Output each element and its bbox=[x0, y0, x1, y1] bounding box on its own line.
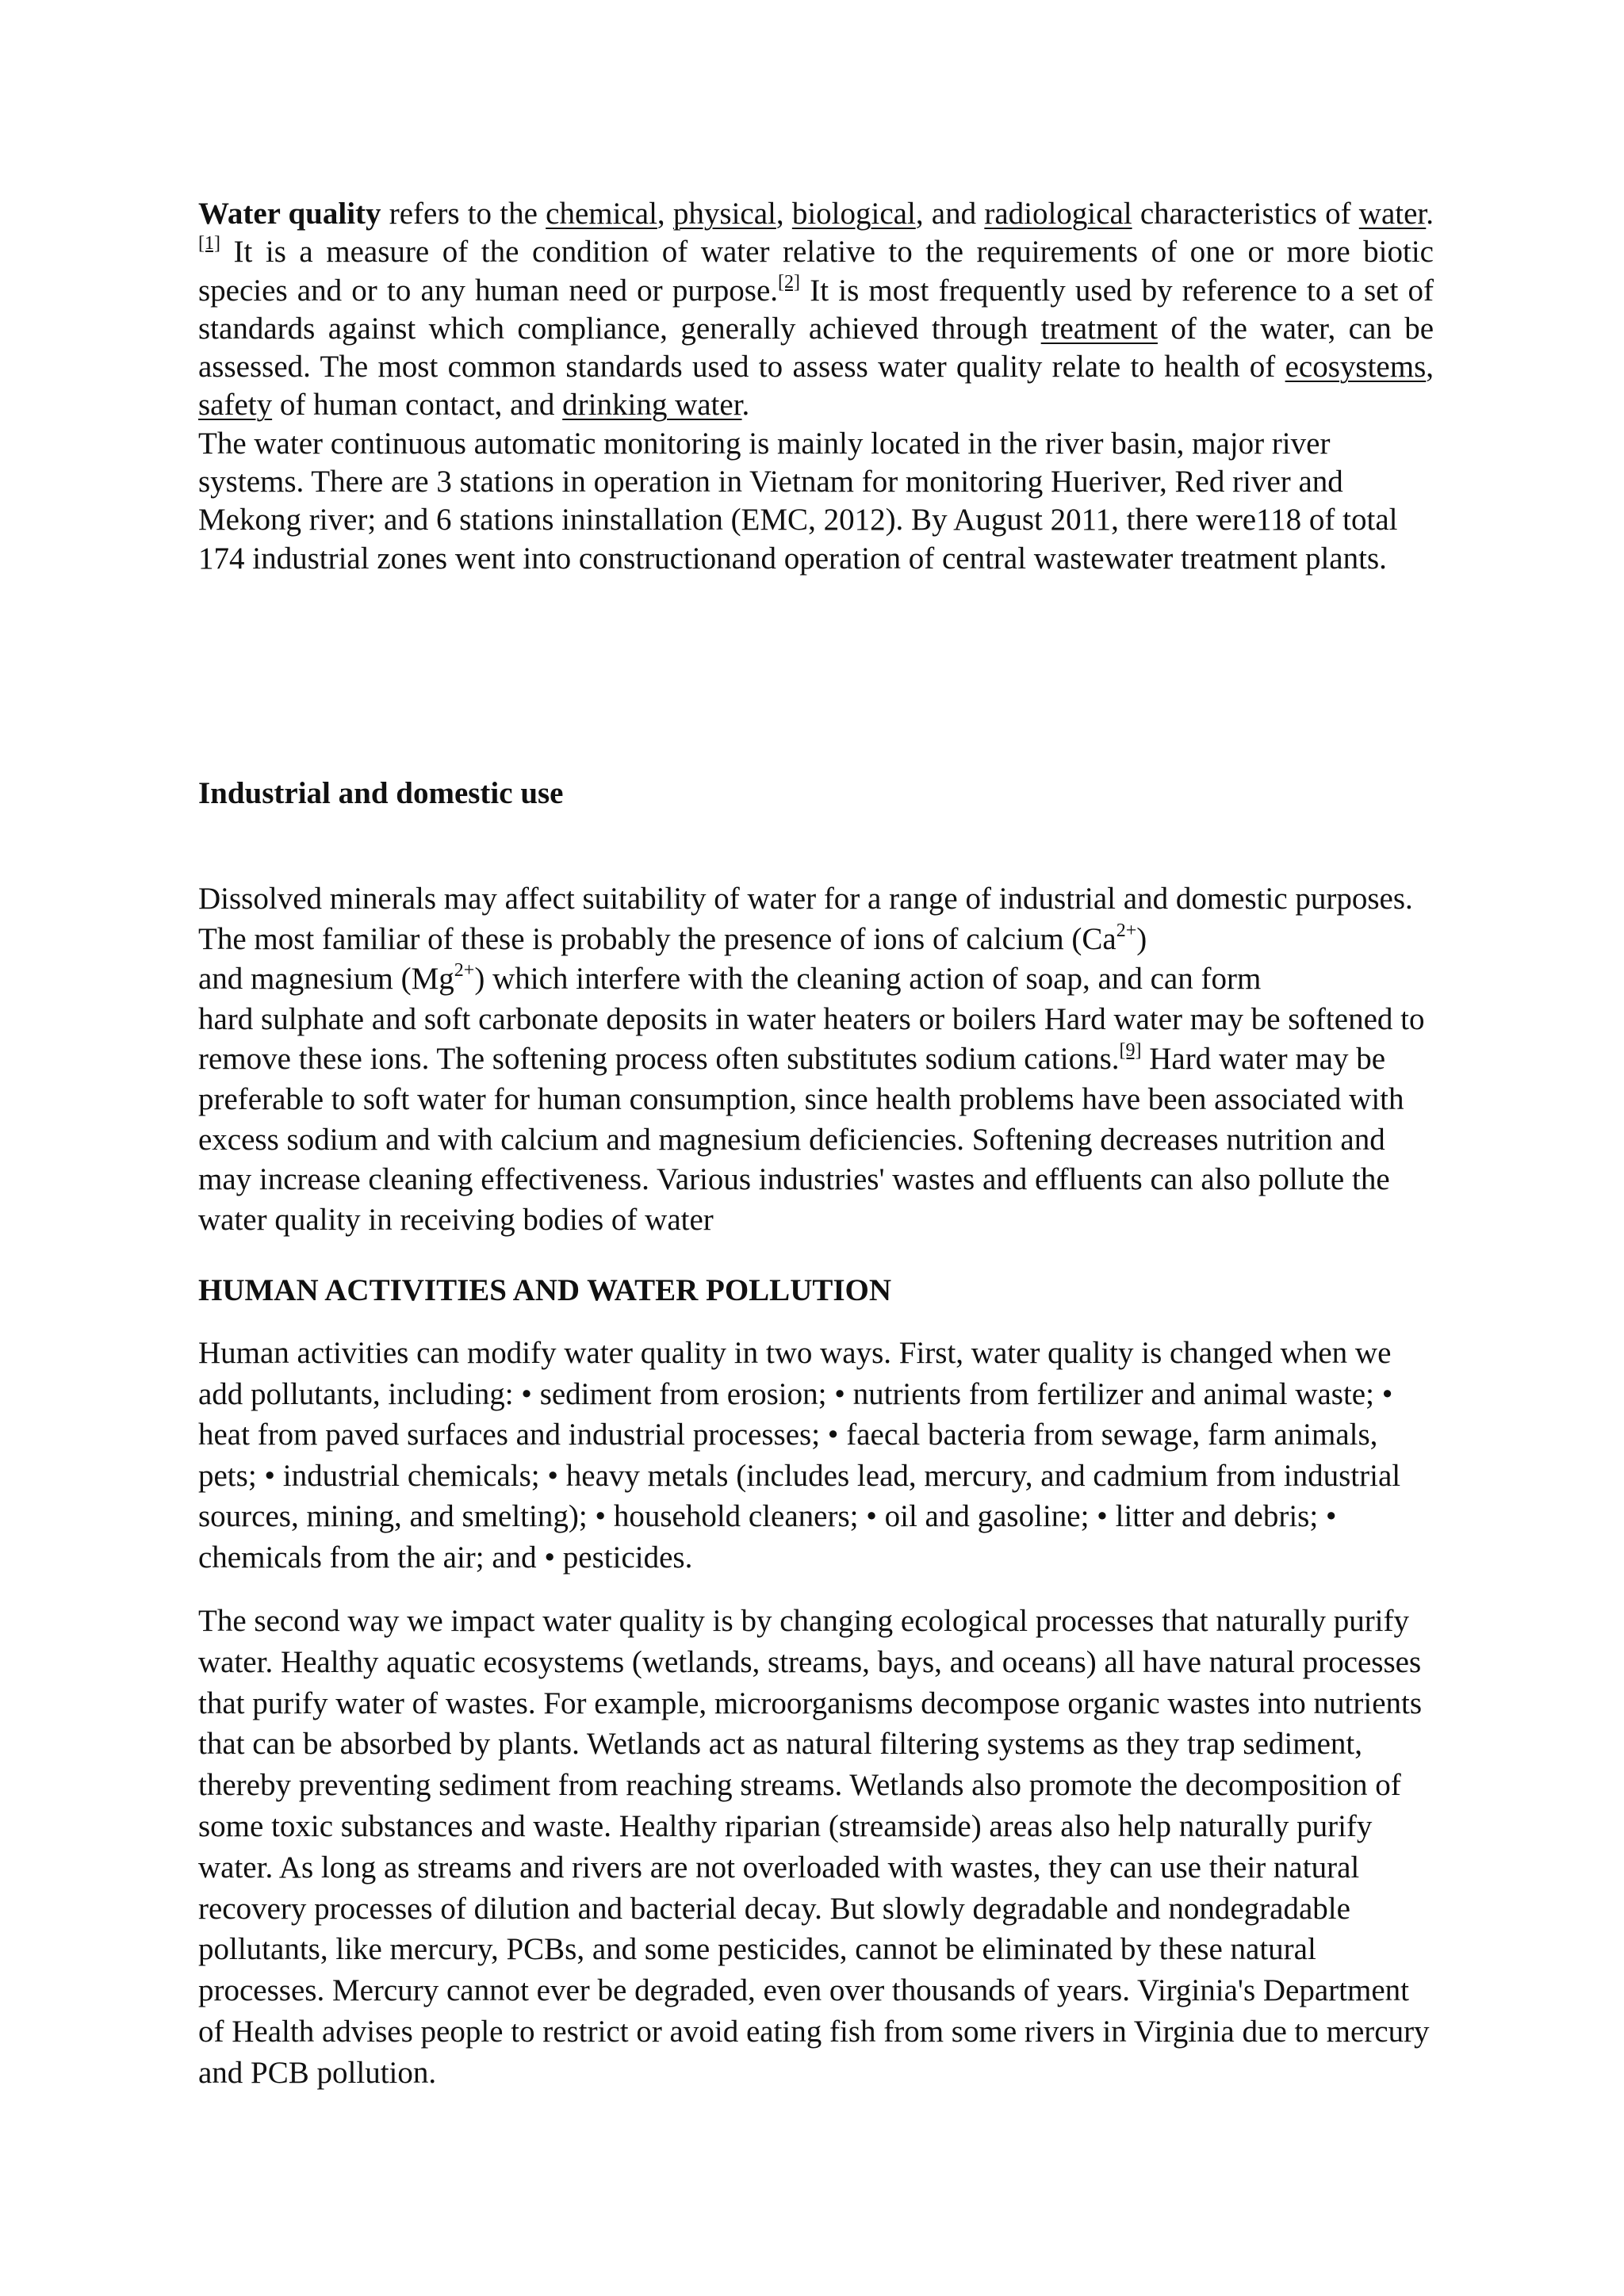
ecology-paragraph: The second way we impact water quality is by changing ecological processes that naturally purify water. Healthy aquatic ecosystems (wetlands, streams, bays, and oceans) all have natural processes that purify water of wastes. For example, microorganisms decompose organic wastes into nutrients that can be absorbed by plants. Wetlands act as natural filtering systems as they trap sediment, thereby preventing sediment from reaching streams. Wetlands also promote the decomposition of some toxic substances and waste. Healthy riparian (streamside) areas also help naturally purify water. As long as streams and rivers are not overloaded with wastes, they can use their natural recovery processes of dilution and bacterial decay. But slowly degradable and nondegradable pollutants, like mercury, PCBs, and some pesticides, cannot be eliminated by these natural processes. Mercury cannot ever be degraded, even over thousands of years. Virginia's Department of Health advises people to restrict or avoid eating fish from some rivers in Virginia due to mercury and PCB pollution. bbox=[198, 1604, 1430, 2090]
heading-human-activities: HUMAN ACTIVITIES AND WATER POLLUTION bbox=[198, 1273, 892, 1307]
industrial-paragraph bbox=[198, 879, 1434, 1240]
link-chemical[interactable]: chemical bbox=[546, 197, 657, 231]
bold-term: Water quality bbox=[198, 197, 381, 231]
pollutants-paragraph: Human activities can modify water quality in two ways. First, water quality is changed when we add pollutants, including: • sediment from erosion; • nutrients from fertilizer and animal waste; • heat from paved surfaces and industrial processes; • faecal bacteria from sewage, farm animals, pets; • industrial chemicals; • heavy metals (includes lead, mercury, and cadmium from industrial sources, mining, and smelting); • household cleaners; • oil and gasoline; • litter and debris; • chemicals from the air; and • pesticides. bbox=[198, 1336, 1401, 1575]
industrial-line-2: and magnesium $(Mg^{2+})$ which interfere with the cleaning action of soap, and can form bbox=[198, 960, 1262, 997]
link-water[interactable]: water bbox=[1358, 197, 1427, 231]
link-safety[interactable]: safety bbox=[198, 388, 273, 423]
link-drinking-water[interactable]: drinking water bbox=[562, 388, 742, 423]
intro-section bbox=[198, 195, 1434, 578]
monitoring-paragraph: The water continuous automatic monitoring is mainly located in the river basin, major river systems. There are 3 stations in operation in Vietnam for monitoring Hueriver, Red river and Mekong river; and 6 stations ininstallation (EMC, 2012). By August 2011, there were118 of total 174 industrial zones went into constructionand operation of central wastewater treatment plants. bbox=[198, 426, 1398, 576]
intro-paragraph: Water quality refers to the chemical, physical, biological, and radiological characteristics of water.[1] It is a measure of the condition of water relative to the requirements of one or more biotic species and or to any human need or purpose.[2] It is most frequently used by reference to a set of standards against which compliance, generally achieved through treatment of the water, can be assessed. The most common standards used to assess water quality relate to health of ecosystems, safety of human contact, and drinking water. bbox=[198, 197, 1434, 423]
link-treatment[interactable]: treatment bbox=[1040, 311, 1158, 346]
industrial-line-3: hard sulphate and soft carbonate deposits in water heaters or boilers Hard water may be softened to remove these ions. The softening process often substitutes sodium cations.[9] Hard water may be preferable to soft water for human consumption, since health problems have been associated with excess sodium and with calcium and magnesium deficiencies. Softening decreases nutrition and may increase cleaning effectiveness. Various industries' wastes and effluents can also pollute the water quality in receiving bodies of water bbox=[198, 1001, 1425, 1237]
link-radiological[interactable]: radiological bbox=[984, 197, 1132, 231]
link-physical[interactable]: physical bbox=[672, 197, 776, 231]
link-ecosystems[interactable]: ecosystems bbox=[1285, 350, 1427, 385]
heading-industrial-domestic: Industrial and domestic use bbox=[198, 776, 564, 810]
industrial-line-1: Dissolved minerals may affect suitability of water for a range of industrial and domestic purposes. The most familiar of these is probably the presence of ions of calcium $(Ca^{2+})$ bbox=[198, 882, 1413, 956]
citation-9[interactable]: [9] bbox=[1119, 1040, 1142, 1062]
citation-1[interactable]: [1] bbox=[198, 233, 220, 254]
citation-2[interactable]: [2] bbox=[778, 271, 801, 293]
ca-superscript: 2+ bbox=[1116, 920, 1137, 941]
mg-superscript: 2+ bbox=[454, 960, 475, 982]
link-biological[interactable]: biological bbox=[791, 197, 916, 231]
